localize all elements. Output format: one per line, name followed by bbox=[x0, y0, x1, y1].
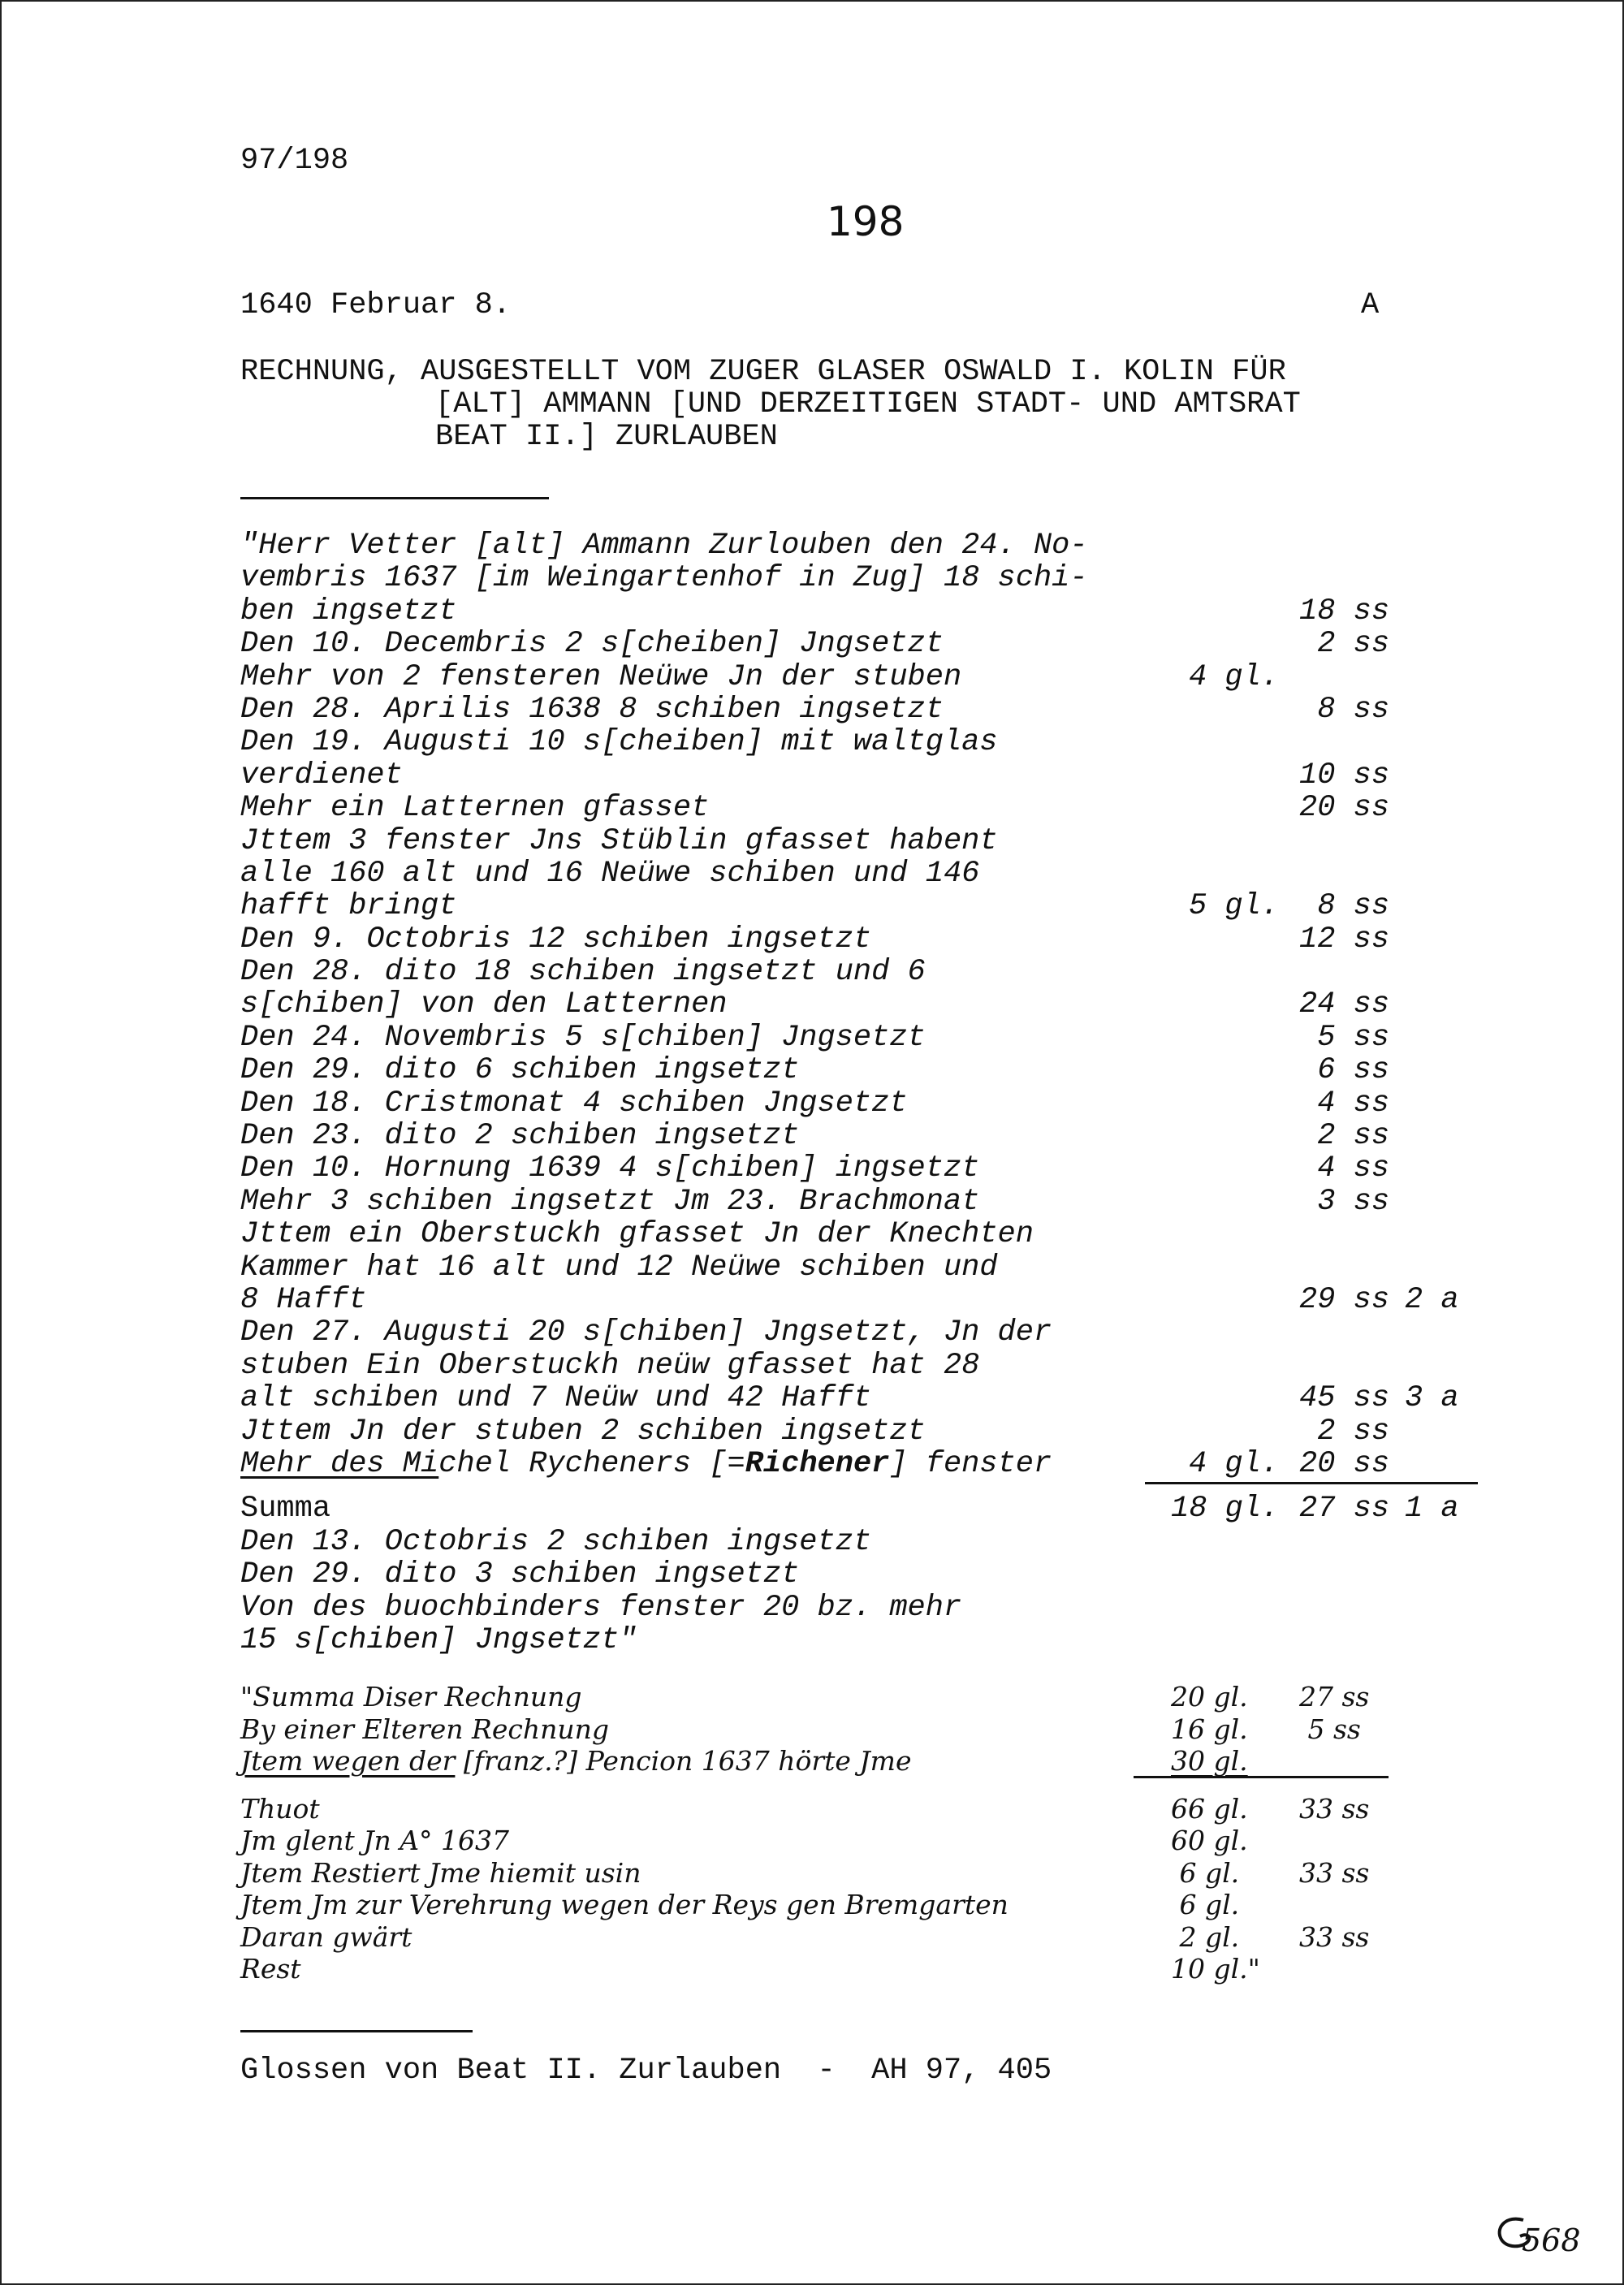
entry-text: verdienet bbox=[240, 758, 403, 793]
gloss-gulden: 2 gl. bbox=[1171, 1920, 1240, 1953]
entry-row bbox=[240, 726, 1499, 758]
entry-row bbox=[240, 857, 1499, 890]
gloss-gulden: 10 gl." bbox=[1171, 1953, 1260, 1985]
entry-row bbox=[240, 529, 1499, 562]
source-note: Glossen von Beat II. Zurlauben - AH 97, 405 bbox=[240, 2054, 1052, 2088]
entry-text: hafft bringt bbox=[240, 889, 457, 924]
entry-row bbox=[240, 562, 1499, 594]
entry-row bbox=[240, 595, 1499, 628]
entry-schilling: 20 ss bbox=[1299, 1446, 1390, 1481]
entry-schilling: 45 ss bbox=[1299, 1381, 1390, 1416]
footnote-divider bbox=[240, 2030, 473, 2032]
entry-text: Jttem ein Oberstuckh gfasset Jn der Knechten bbox=[240, 1217, 1034, 1252]
entry-text: 15 s[chiben] Jngsetzt" bbox=[240, 1622, 637, 1657]
entry-row bbox=[240, 693, 1499, 726]
entry-text: Den 19. Augusti 10 s[cheiben] mit waltglas bbox=[240, 725, 998, 760]
entry-text: Den 27. Augusti 20 s[chiben] Jngsetzt, Jn der bbox=[240, 1315, 1052, 1350]
gloss-row bbox=[240, 1745, 1458, 1777]
entry-schilling: 8 ss bbox=[1299, 692, 1390, 727]
gloss-row bbox=[240, 1681, 1458, 1713]
entry-text: 8 Hafft bbox=[240, 1282, 367, 1317]
entry-text bbox=[240, 1448, 1052, 1480]
entry-text: vembris 1637 [im Weingartenhof in Zug] 18 schi- bbox=[240, 561, 1088, 596]
gloss-text-part: [franz.?] Pencion 1637 hörte Jme bbox=[455, 1745, 912, 1777]
summa-gulden: 18 gl. bbox=[1171, 1492, 1280, 1527]
entry-text-bold: Richener bbox=[745, 1446, 890, 1481]
entry-schilling: 10 ss bbox=[1299, 758, 1390, 793]
entry-text: alle 160 alt und 16 Neüwe schiben und 146 bbox=[240, 856, 980, 891]
entry-text: Von des buochbinders fenster 20 bz. mehr bbox=[240, 1590, 962, 1625]
gloss-schilling: 33 ss bbox=[1299, 1792, 1370, 1825]
entry-text: alt schiben und 7 Neüw und 42 Hafft bbox=[240, 1381, 872, 1416]
entry-row bbox=[240, 792, 1499, 824]
entry-row bbox=[240, 1415, 1499, 1448]
entry-text: Mehr von 2 fensteren Neüwe Jn der stuben bbox=[240, 659, 962, 694]
entry-row bbox=[240, 1624, 1499, 1657]
entry-row bbox=[240, 988, 1499, 1021]
entry-schilling: 6 ss bbox=[1299, 1053, 1390, 1088]
gloss-row bbox=[240, 1825, 1458, 1857]
entry-text: "Herr Vetter [alt] Ammann Zurlouben den 24. No- bbox=[240, 529, 1088, 563]
gloss-gulden: 6 gl. bbox=[1171, 1889, 1240, 1920]
entry-text: Den 10. Hornung 1639 4 s[chiben] ingsetzt bbox=[240, 1151, 980, 1186]
entry-row bbox=[240, 1054, 1499, 1086]
entry-schilling: 2 ss bbox=[1299, 627, 1390, 662]
entry-text: Den 9. Octobris 12 schiben ingsetzt bbox=[240, 922, 872, 957]
gloss-text bbox=[240, 1745, 911, 1777]
gloss-row bbox=[240, 1857, 1458, 1890]
title-line-2: [ALT] AMMANN [UND DERZEITIGEN STADT- UND AMTSRAT bbox=[435, 387, 1301, 421]
entry-row bbox=[240, 628, 1499, 660]
entry-schilling: 3 ss bbox=[1299, 1184, 1390, 1219]
entry-row bbox=[240, 1251, 1499, 1284]
gloss-gulden: 6 gl. bbox=[1171, 1856, 1240, 1889]
entry-text-underlined: Mehr des Mi bbox=[240, 1446, 439, 1481]
entry-gulden: 5 gl. bbox=[1189, 889, 1280, 924]
entry-angster: 3 a bbox=[1405, 1381, 1459, 1416]
entry-schilling: 18 ss bbox=[1299, 594, 1390, 628]
gloss-gulden: 66 gl. bbox=[1171, 1792, 1248, 1825]
summa-schilling: 27 ss bbox=[1299, 1492, 1390, 1527]
entry-text: Den 13. Octobris 2 schiben ingsetzt bbox=[240, 1524, 872, 1559]
account-entries bbox=[240, 529, 1499, 1657]
gloss-gulden: 20 gl. bbox=[1171, 1681, 1248, 1713]
entry-schilling: 24 ss bbox=[1299, 987, 1390, 1022]
title-line-1: RECHNUNG, AUSGESTELLT VOM ZUGER GLASER OSWALD I. KOLIN FÜR bbox=[240, 355, 1286, 389]
gloss-text: By einer Elteren Rechnung bbox=[240, 1713, 609, 1745]
entry-angster: 2 a bbox=[1405, 1282, 1459, 1317]
entry-row bbox=[240, 1526, 1499, 1558]
entry-text: Den 18. Cristmonat 4 schiben Jngsetzt bbox=[240, 1086, 908, 1121]
gloss-text: Jm glent Jn A° 1637 bbox=[240, 1825, 509, 1856]
document-date: 1640 Februar 8. bbox=[240, 288, 512, 322]
entry-schilling: 4 ss bbox=[1299, 1151, 1390, 1186]
gloss-gulden: 60 gl. bbox=[1171, 1825, 1248, 1856]
gloss-text: Jtem Jm zur Verehrung wegen der Reys gen Bremgarten bbox=[240, 1889, 1009, 1920]
entry-row bbox=[240, 956, 1499, 988]
gloss-row bbox=[240, 1713, 1458, 1746]
entry-text: Den 28. dito 18 schiben ingsetzt und 6 bbox=[240, 955, 926, 990]
entry-text: Den 23. dito 2 schiben ingsetzt bbox=[240, 1119, 800, 1154]
entry-row bbox=[240, 890, 1499, 922]
entry-text: Jttem 3 fenster Jns Stüblin gfasset habent bbox=[240, 823, 998, 858]
section-divider bbox=[240, 497, 549, 499]
entry-row bbox=[240, 1022, 1499, 1054]
entry-schilling: 29 ss bbox=[1299, 1282, 1390, 1317]
title-line-3: BEAT II.] ZURLAUBEN bbox=[435, 420, 778, 454]
entry-row bbox=[240, 1218, 1499, 1250]
entry-text: s[chiben] von den Latternen bbox=[240, 987, 728, 1022]
entry-row bbox=[240, 1316, 1499, 1349]
stamp-text: 568 bbox=[1522, 2222, 1581, 2258]
page-number: 198 bbox=[827, 198, 905, 245]
entry-text: Mehr 3 schiben ingsetzt Jm 23. Brachmonat bbox=[240, 1184, 980, 1219]
entry-text: Mehr ein Latternen gfasset bbox=[240, 791, 710, 826]
entry-schilling: 20 ss bbox=[1299, 791, 1390, 826]
gloss-row bbox=[240, 1921, 1458, 1954]
entry-schilling: 12 ss bbox=[1299, 922, 1390, 957]
entry-text: Den 29. dito 6 schiben ingsetzt bbox=[240, 1053, 800, 1088]
entry-row bbox=[240, 1558, 1499, 1591]
entry-schilling: 2 ss bbox=[1299, 1414, 1390, 1449]
entry-row bbox=[240, 923, 1499, 956]
entry-row bbox=[240, 661, 1499, 693]
entry-text: Den 24. Novembris 5 s[chiben] Jngsetzt bbox=[240, 1020, 926, 1055]
entry-text: ben ingsetzt bbox=[240, 594, 457, 628]
gloss-text: Jtem Restiert Jme hiemit usin bbox=[240, 1856, 641, 1889]
gloss-gulden: 30 gl. bbox=[1171, 1745, 1248, 1777]
entry-text: Den 29. dito 3 schiben ingsetzt bbox=[240, 1557, 800, 1592]
gloss-text: Thuot bbox=[240, 1792, 320, 1825]
archive-stamp bbox=[1491, 2209, 1605, 2266]
entry-schilling: 2 ss bbox=[1299, 1119, 1390, 1154]
entry-row bbox=[240, 825, 1499, 857]
gloss-schilling: 5 ss bbox=[1299, 1713, 1361, 1745]
entry-text-part: chel Rycheners [= bbox=[438, 1446, 745, 1481]
entry-row bbox=[240, 759, 1499, 792]
entry-row bbox=[240, 1152, 1499, 1185]
summa-label: Summa bbox=[240, 1492, 331, 1527]
reference-number: 97/198 bbox=[240, 144, 349, 178]
gloss-text-underlined: Jtem wegen der bbox=[240, 1745, 456, 1777]
entry-row bbox=[240, 1592, 1499, 1624]
entry-text-part: ] fenster bbox=[889, 1446, 1052, 1481]
sum-rule bbox=[1145, 1482, 1478, 1484]
entry-row bbox=[240, 1120, 1499, 1152]
gloss-schilling: 27 ss bbox=[1299, 1681, 1370, 1713]
entry-row-michel bbox=[240, 1448, 1499, 1480]
entry-gulden: 4 gl. bbox=[1189, 659, 1280, 694]
entry-text: stuben Ein Oberstuckh neüw gfasset hat 28 bbox=[240, 1348, 980, 1383]
entry-row bbox=[240, 1284, 1499, 1316]
entry-row bbox=[240, 1087, 1499, 1120]
entry-row bbox=[240, 1186, 1499, 1218]
gloss-text: Rest bbox=[240, 1953, 301, 1985]
summa-angster: 1 a bbox=[1405, 1492, 1459, 1527]
gloss-text: "Summa Diser Rechnung bbox=[240, 1681, 582, 1713]
gloss-row bbox=[240, 1793, 1458, 1825]
entry-text: Den 10. Decembris 2 s[cheiben] Jngsetzt bbox=[240, 627, 944, 662]
entry-schilling: 4 ss bbox=[1299, 1086, 1390, 1121]
gloss-sum-rule bbox=[1134, 1776, 1389, 1778]
entry-text: Den 28. Aprilis 1638 8 schiben ingsetzt bbox=[240, 692, 944, 727]
glosses-block bbox=[240, 1681, 1458, 1985]
gloss-row bbox=[240, 1889, 1458, 1921]
document-letter: A bbox=[1361, 288, 1380, 322]
gloss-text: Daran gwärt bbox=[240, 1920, 412, 1953]
entry-schilling: 5 ss bbox=[1299, 1020, 1390, 1055]
entry-row bbox=[240, 1382, 1499, 1415]
entry-text: Jttem Jn der stuben 2 schiben ingsetzt bbox=[240, 1414, 926, 1449]
entry-schilling: 8 ss bbox=[1299, 889, 1390, 924]
gloss-row bbox=[240, 1953, 1458, 1985]
summa-row bbox=[240, 1492, 1499, 1525]
entry-text: Kammer hat 16 alt und 12 Neüwe schiben und bbox=[240, 1250, 998, 1285]
entry-gulden: 4 gl. bbox=[1189, 1446, 1280, 1481]
entry-row bbox=[240, 1350, 1499, 1382]
gloss-schilling: 33 ss bbox=[1299, 1856, 1370, 1889]
gloss-schilling: 33 ss bbox=[1299, 1920, 1370, 1953]
gloss-gulden: 16 gl. bbox=[1171, 1713, 1248, 1745]
